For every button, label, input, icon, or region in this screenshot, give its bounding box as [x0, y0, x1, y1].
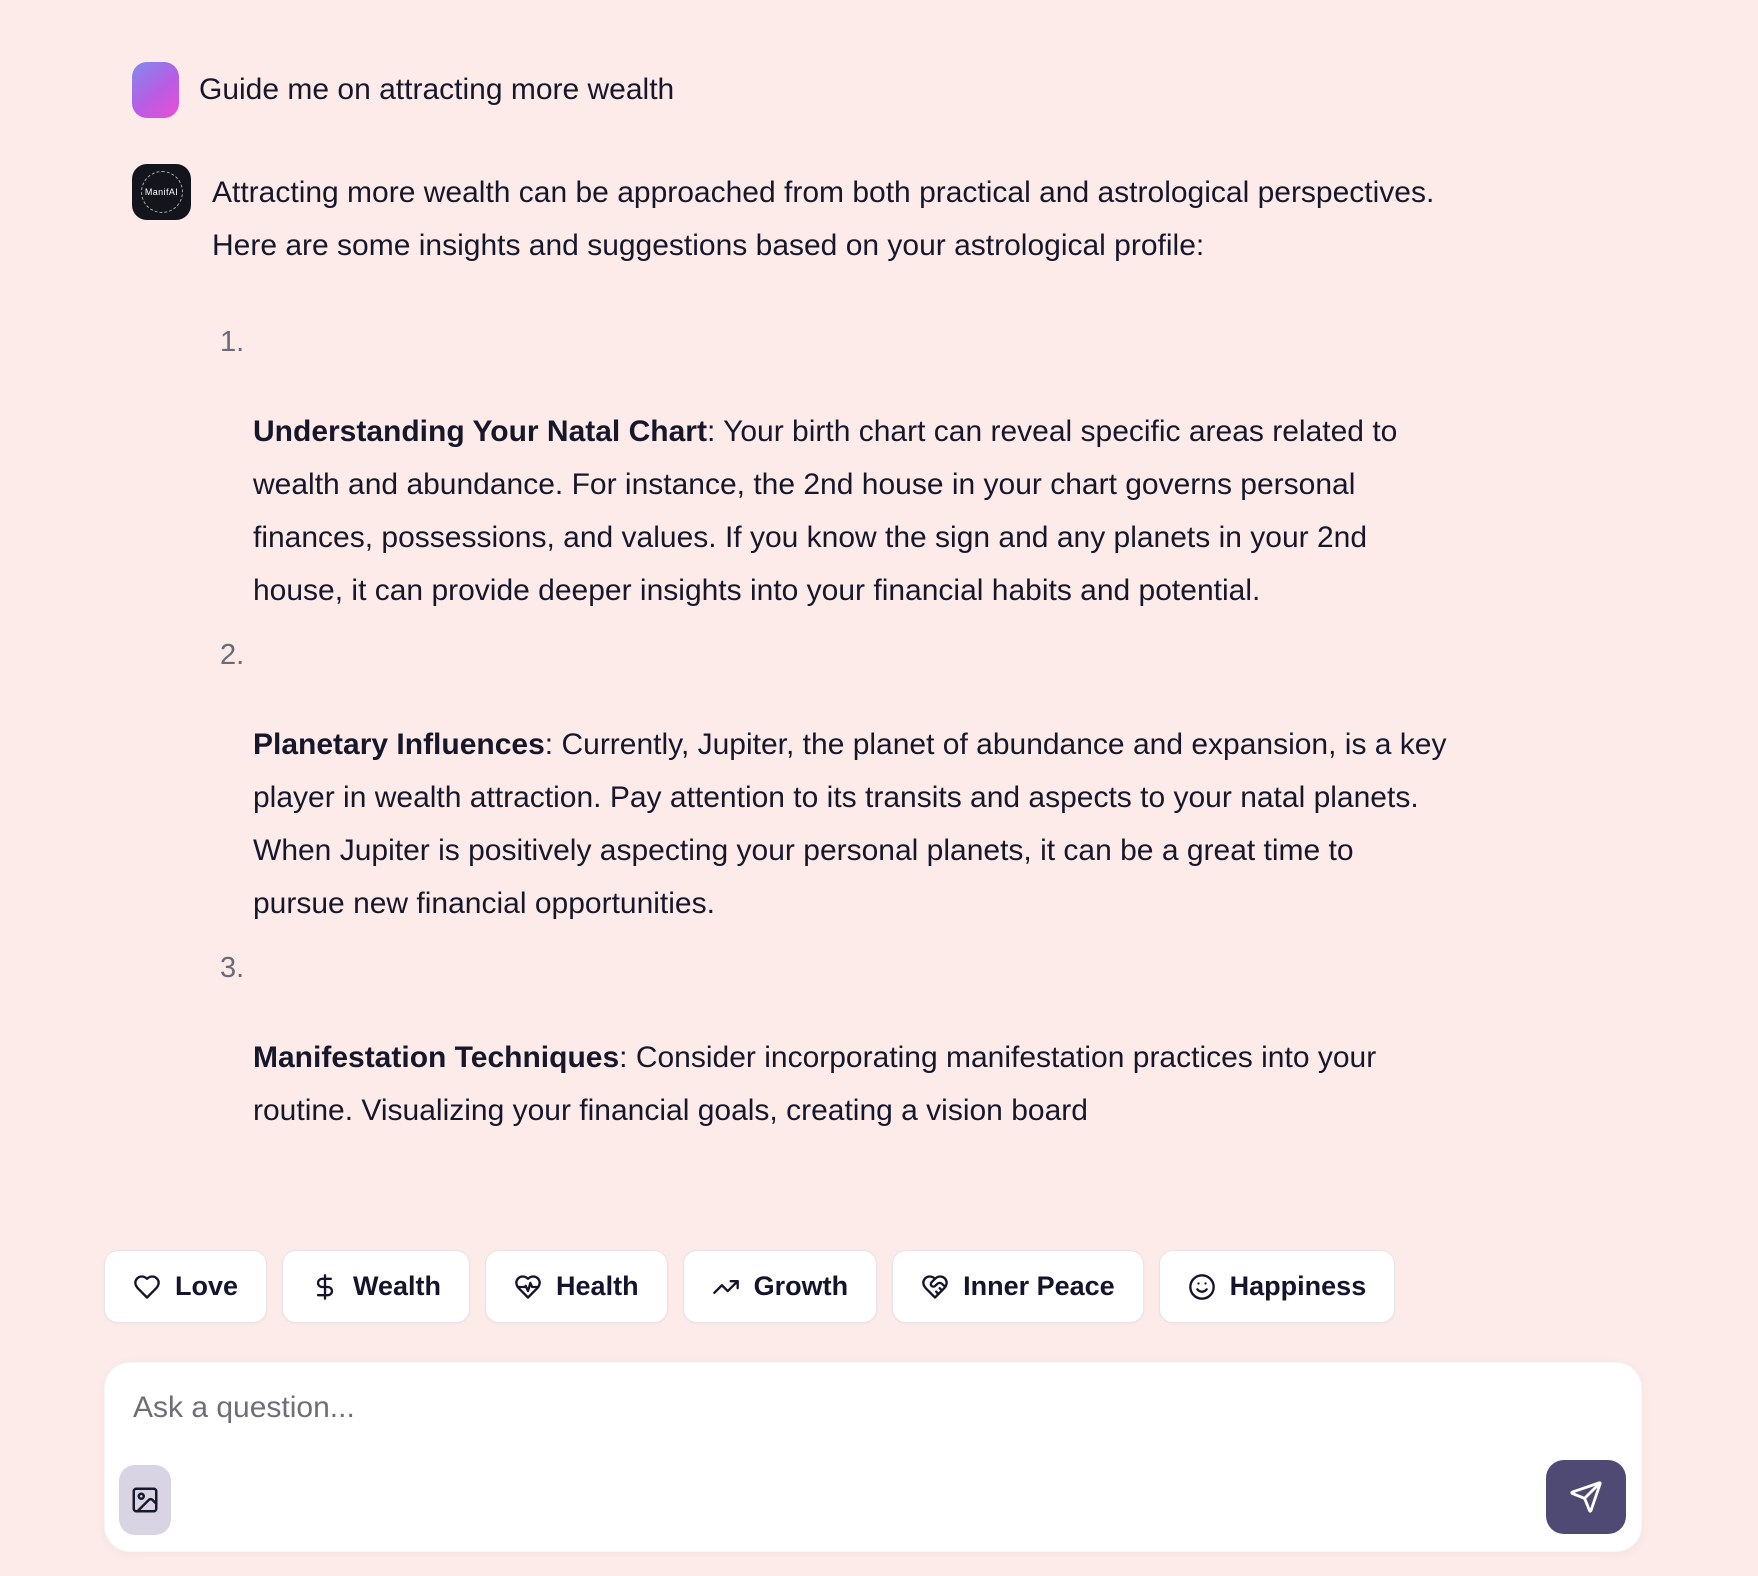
list-item: [212, 942, 1453, 1137]
list-item-title: Planetary Influences: [253, 728, 545, 761]
user-avatar: [132, 62, 179, 118]
chip-label: Health: [556, 1271, 639, 1301]
assistant-numbered-list: [212, 316, 1453, 1137]
image-icon: [130, 1485, 160, 1515]
list-item-number: 1.: [220, 326, 245, 358]
question-input[interactable]: [105, 1363, 1531, 1463]
heart-handshake-icon: [921, 1273, 949, 1301]
dollar-icon: [311, 1273, 339, 1301]
trending-up-icon: [712, 1273, 740, 1301]
list-item-body: : Your birth chart can reveal specific areas related to wealth and abundance. For instance, the 2nd house in your chart governs personal finances, possessions, and values. If you know the sign and any planets in your 2nd house, it can provide deeper insights into your financial habits and potential.: [253, 415, 1398, 607]
list-item-paragraph: [253, 405, 1453, 617]
chip-label: Inner Peace: [963, 1271, 1115, 1301]
attach-image-button[interactable]: [119, 1465, 171, 1535]
list-item-number: 3.: [220, 952, 245, 984]
chip-health[interactable]: [485, 1250, 668, 1323]
assistant-avatar: [132, 164, 191, 220]
chip-label: Wealth: [353, 1271, 442, 1301]
list-item-body: : Consider incorporating manifestation practices into your routine. Visualizing your financial goals, creating a vision board: [253, 1041, 1377, 1127]
assistant-logo-ring: [141, 171, 183, 213]
chip-label: Growth: [753, 1271, 849, 1301]
list-item: [212, 316, 1453, 617]
list-item-paragraph: [253, 718, 1453, 930]
chat-thread: [132, 0, 1668, 1137]
suggestion-chips: [104, 1250, 1758, 1323]
user-message-text: Guide me on attracting more wealth: [199, 73, 675, 106]
assistant-message-row: [132, 164, 1668, 1137]
list-item-number: 2.: [220, 639, 245, 671]
list-item-title: Understanding Your Natal Chart: [253, 415, 707, 448]
list-item-paragraph: [253, 1031, 1453, 1137]
composer: [104, 1362, 1642, 1552]
chip-label: Love: [175, 1271, 239, 1301]
assistant-intro-paragraph: Attracting more wealth can be approached from both practical and astrological perspectives. Here are some insights and suggestions based on your astrological profile:: [212, 176, 1435, 262]
list-item-title: Manifestation Techniques: [253, 1041, 620, 1074]
chip-label: Happiness: [1229, 1271, 1367, 1301]
send-icon: [1569, 1480, 1603, 1514]
list-item-body: : Currently, Jupiter, the planet of abundance and expansion, is a key player in wealth attraction. Pay attention to its transits and aspects to your natal planets. When Jupiter is positively aspecting your personal planets, it can be a great time to pursue new financial opportunities.: [253, 728, 1447, 920]
user-message-row: [132, 62, 1668, 118]
assistant-logo-text: ManifAI: [144, 187, 179, 197]
chip-wealth[interactable]: [282, 1250, 470, 1323]
list-item: [212, 629, 1453, 930]
chip-growth[interactable]: [683, 1250, 878, 1323]
chip-happiness[interactable]: [1159, 1250, 1396, 1323]
send-button[interactable]: [1546, 1460, 1626, 1534]
smile-icon: [1188, 1273, 1216, 1301]
bottom-panel: [0, 1225, 1758, 1576]
heart-pulse-icon: [514, 1273, 542, 1301]
assistant-message-text: [212, 164, 1453, 1137]
heart-icon: [133, 1273, 161, 1301]
chip-inner-peace[interactable]: [892, 1250, 1144, 1323]
chip-love[interactable]: [104, 1250, 267, 1323]
